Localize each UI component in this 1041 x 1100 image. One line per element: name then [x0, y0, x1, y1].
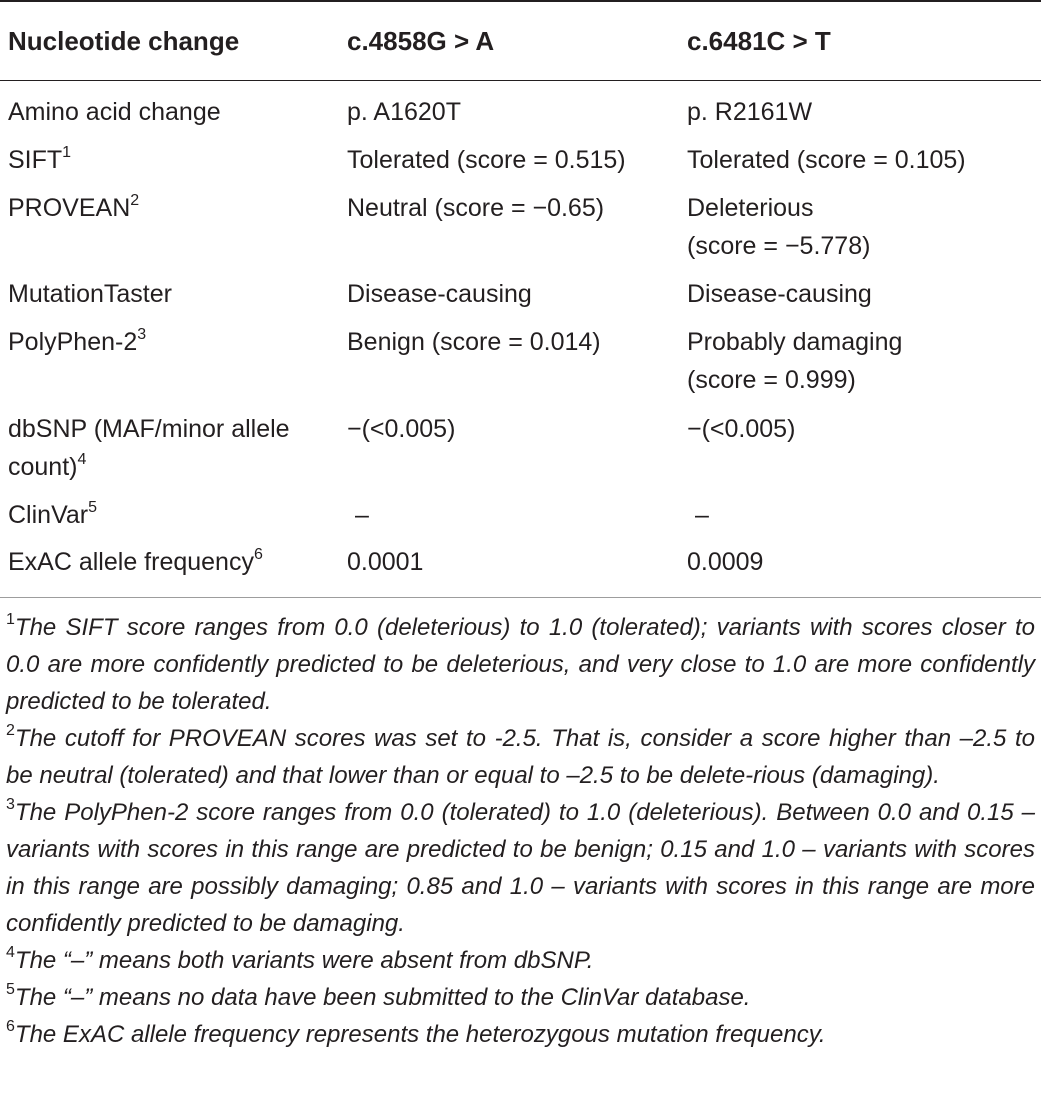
row-label: PROVEAN$^2$	[8, 191, 140, 222]
footnote-1: $^1$The SIFT score ranges from 0.0 (deleterious) to 1.0 (tolerated); variants with scores closer to 0.0 are more confidently predicted to be deleterious, and very close to 1.0 are more confidently predicted to be tolerated.	[6, 611, 1035, 715]
row-label: ClinVar$^5$	[8, 498, 98, 529]
footnote-ref: 6	[253, 545, 263, 563]
footnotes	[6, 609, 1035, 1053]
cell-variant-2: p. R2161W	[687, 98, 813, 126]
footnote-3: $^3$The PolyPhen-2 score ranges from 0.0 (tolerated) to 1.0 (deleterious). Between 0.0 and 0.15 – variants with scores in this range are predicted to be benign; 0.15 and 1.0 – variants with scores in this range are possibly damaging; 0.85 and 1.0 – variants with scores in this range are more confidently predicted to be damaging.	[6, 796, 1035, 937]
cell-variant-1: Benign (score = 0.014)	[347, 328, 601, 356]
header-rule	[0, 80, 1041, 81]
cell-variant-1: 0.0001	[347, 548, 424, 576]
footnote-ref: 5	[88, 498, 98, 516]
top-rule	[0, 0, 1041, 2]
row-label: dbSNP (MAF/minor allele	[8, 415, 290, 443]
footnote-ref: 4	[77, 450, 87, 468]
row-label: PolyPhen-$2^3$	[8, 325, 147, 356]
cell-variant-2-line-2: (score = −5.778)	[687, 232, 871, 260]
footnote-2: $^2$The cutoff for PROVEAN scores was set to -2.5. That is, consider a score higher than –2.5 to be neutral (tolerated) and that lower than or equal to –2.5 to be delete-rious (damaging).	[6, 722, 1035, 789]
cell-variant-1: Disease-causing	[347, 280, 532, 308]
cell-variant-1: p. A1620T	[347, 98, 461, 126]
cell-variant-2: 0.0009	[687, 548, 764, 576]
cell-variant-2: –	[695, 501, 709, 529]
footnote-ref: 1	[62, 143, 72, 161]
row-label-line-2: count)$^4$	[8, 450, 87, 481]
cell-variant-1: –	[355, 501, 369, 529]
table-bottom-rule	[0, 597, 1041, 598]
row-label: SIFT$^1$	[8, 143, 72, 174]
row-label: Amino acid change	[8, 98, 221, 126]
cell-variant-2-line-2: (score = 0.999)	[687, 366, 856, 394]
cell-variant-1: Tolerated (score = 0.515)	[347, 146, 626, 174]
footnote-6: $^6$The ExAC allele frequency represents the heterozygous mutation frequency.	[6, 1018, 826, 1048]
footnote-ref: 2	[130, 191, 140, 209]
cell-variant-1: Neutral (score = −0.65)	[347, 194, 605, 222]
cell-variant-1: −(<0.005)	[347, 415, 456, 443]
footnote-4: $^4$The “–” means both variants were absent from dbSNP.	[6, 944, 594, 974]
cell-variant-2: Deleterious	[687, 194, 814, 222]
footnote-5: $^5$The “–” means no data have been submitted to the ClinVar database.	[6, 981, 751, 1011]
header-variant-1: c.4858G > A	[347, 26, 495, 56]
cell-variant-2: Disease-causing	[687, 280, 872, 308]
row-label: MutationTaster	[8, 280, 172, 308]
cell-variant-2: Probably damaging	[687, 328, 903, 356]
cell-variant-2: −(<0.005)	[687, 415, 796, 443]
header-nucleotide-change: Nucleotide change	[8, 26, 240, 56]
row-label: ExAC allele frequency$^6$	[8, 545, 263, 576]
footnote-ref: 3	[137, 325, 147, 343]
cell-variant-2: Tolerated (score = 0.105)	[687, 146, 966, 174]
header-variant-2: c.6481C > T	[687, 26, 831, 56]
